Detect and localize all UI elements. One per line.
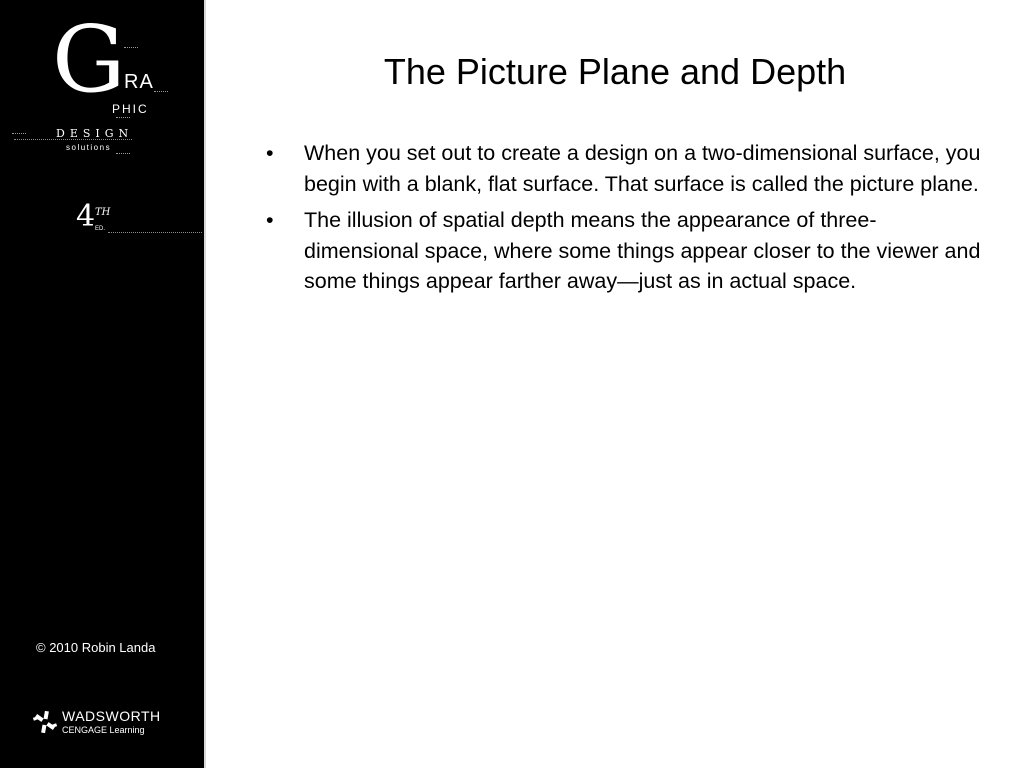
sidebar (0, 0, 204, 768)
cengage-star-icon (32, 709, 58, 735)
bullet-item (262, 138, 982, 199)
logo-tick-mark (124, 47, 138, 48)
logo-tick-mark (154, 91, 168, 92)
logo-dotted-rule (14, 139, 132, 140)
logo-text-ra: RA (124, 71, 154, 93)
logo-text-phic: PHIC (112, 102, 149, 116)
sidebar-edge-divider (204, 0, 206, 768)
logo-text-solutions: solutions (66, 143, 112, 152)
bullet-text: The illusion of spatial depth means the appearance of three-dimensional space, where some things appear closer to the viewer and some things appear farther away—just as in actual space. (304, 208, 981, 293)
bullet-point-icon: • (266, 208, 274, 232)
publisher-logo (28, 706, 176, 740)
edition-label: ED. (95, 226, 106, 232)
copyright-notice: © 2010 Robin Landa (36, 640, 156, 655)
edition-dotted-rule (108, 232, 202, 233)
publisher-subtitle: CENGAGE Learning (62, 725, 145, 735)
edition-suffix: TH (95, 207, 111, 218)
publisher-name: WADSWORTH (62, 708, 161, 724)
logo-tick-mark (116, 117, 130, 118)
bullet-list (262, 138, 982, 303)
bullet-item (262, 205, 982, 297)
logo-letter-g: G (52, 6, 126, 113)
bullet-point-icon: • (266, 141, 274, 165)
logo-text-design: DESIGN (56, 127, 134, 140)
logo-tick-mark (12, 133, 26, 134)
logo-tick-mark (116, 153, 130, 154)
bullet-text: When you set out to create a design on a two-dimensional surface, you begin with a blank, flat surface. That surface is called the picture plane. (304, 141, 981, 196)
slide-title: The Picture Plane and Depth (383, 51, 847, 92)
edition-number: 4 (76, 199, 96, 234)
